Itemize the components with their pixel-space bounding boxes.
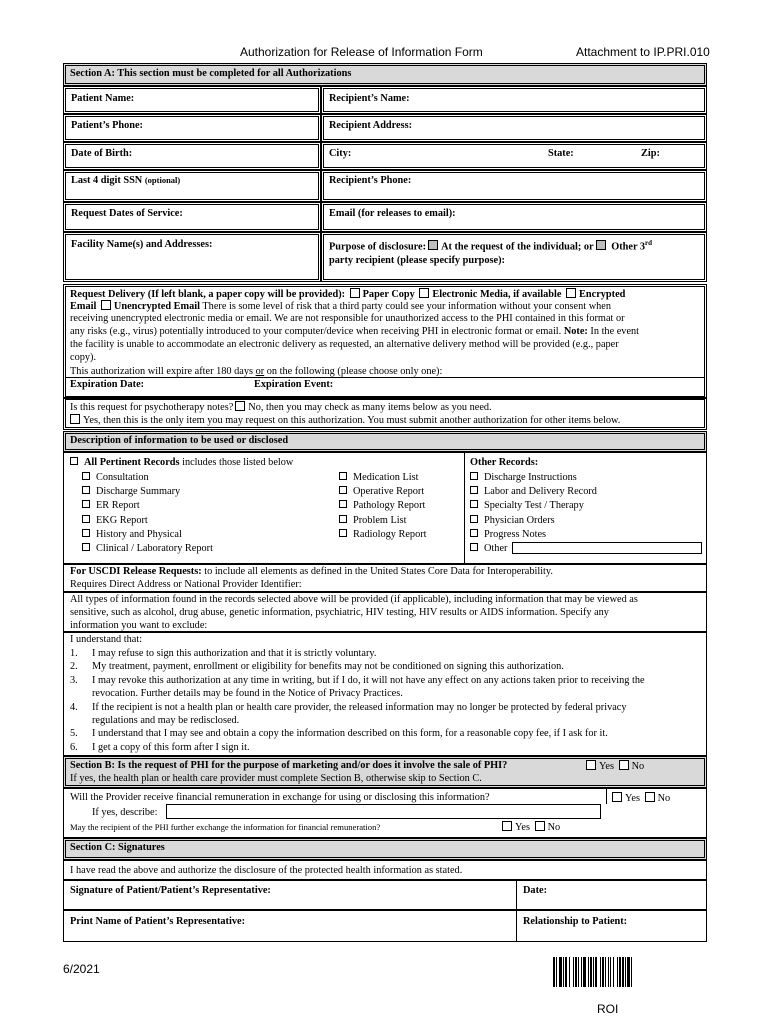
checkbox[interactable] bbox=[82, 515, 90, 523]
attachment-label: Attachment to IP.PRI.010 bbox=[576, 45, 710, 59]
expiration-date-label: Expiration Date: bbox=[70, 379, 145, 390]
state-label: State: bbox=[548, 148, 574, 159]
checkbox[interactable] bbox=[470, 500, 478, 508]
record-label: Problem List bbox=[353, 514, 407, 526]
remuneration-no-checkbox[interactable] bbox=[645, 792, 655, 802]
section-b-heading: Section B: Is the request of PHI for the purpose of marketing and/or does it involve the sale of PHI? bbox=[70, 760, 508, 771]
describe-label: If yes, describe: bbox=[92, 807, 158, 818]
remuneration-yes-no: Yes No bbox=[610, 792, 670, 804]
dates-of-service-label: Request Dates of Service: bbox=[71, 208, 183, 219]
record-label: History and Physical bbox=[96, 528, 182, 540]
checkbox[interactable] bbox=[470, 472, 478, 480]
record-item[interactable] bbox=[82, 514, 213, 528]
facility-label: Facility Name(s) and Addresses: bbox=[71, 239, 213, 250]
patient-phone-label: Patient’s Phone: bbox=[71, 120, 143, 131]
remuneration-question: Will the Provider receive financial remuneration in exchange for using or disclosing this information? bbox=[70, 792, 490, 803]
further-exchange-yes-checkbox[interactable] bbox=[502, 821, 512, 831]
electronic-media-checkbox[interactable] bbox=[419, 288, 429, 298]
unencrypted-email-checkbox[interactable] bbox=[101, 300, 111, 310]
other-record-item[interactable] bbox=[470, 485, 597, 499]
record-label: EKG Report bbox=[96, 514, 148, 526]
checkbox[interactable] bbox=[82, 486, 90, 494]
email-label: Email (for releases to email): bbox=[329, 208, 456, 219]
remuneration-yes-checkbox[interactable] bbox=[612, 792, 622, 802]
record-item[interactable] bbox=[339, 528, 427, 542]
record-item[interactable] bbox=[339, 485, 427, 499]
other-record-label: Progress Notes bbox=[484, 528, 547, 540]
understanding-heading: I understand that: bbox=[70, 634, 143, 645]
checkbox[interactable] bbox=[470, 543, 478, 551]
other-record-label: Other bbox=[484, 543, 508, 555]
purpose-line-1: Purpose of disclosure: At the request of the individual; or Other 3rd bbox=[329, 239, 653, 253]
form-code: ROI bbox=[597, 1002, 619, 1016]
checkbox[interactable] bbox=[82, 529, 90, 537]
uscdi-line-2: Requires Direct Address or National Provider Identifier: bbox=[70, 579, 302, 590]
purpose-other-checkbox[interactable] bbox=[596, 240, 606, 250]
record-item[interactable] bbox=[82, 542, 213, 556]
print-name-label: Print Name of Patient’s Representative: bbox=[70, 916, 245, 927]
delivery-line-2: Email Unencrypted Email There is some level of risk that a third party could see your information without your consent when bbox=[70, 301, 612, 312]
understanding-item: regulations and may be redisclosed. bbox=[92, 715, 240, 727]
checkbox[interactable] bbox=[339, 529, 347, 537]
records-column-1 bbox=[82, 471, 213, 556]
checkbox[interactable] bbox=[339, 472, 347, 480]
psychotherapy-line-1: Is this request for psychotherapy notes? No, then you may check as many items below as you need. bbox=[70, 402, 492, 413]
recipient-address-label: Recipient Address: bbox=[329, 120, 413, 131]
checkbox[interactable] bbox=[470, 515, 478, 523]
describe-input[interactable] bbox=[166, 804, 601, 819]
form-title: Authorization for Release of Information Form bbox=[240, 45, 483, 59]
checkbox[interactable] bbox=[82, 500, 90, 508]
other-records-heading: Other Records: bbox=[470, 457, 539, 468]
checkbox[interactable] bbox=[339, 486, 347, 494]
date-label: Date: bbox=[523, 885, 548, 896]
city-label: City: bbox=[329, 148, 352, 159]
further-exchange-question: May the recipient of the PHI further exchange the information for financial remuneration? bbox=[70, 822, 381, 832]
other-record-label: Specialty Test / Therapy bbox=[484, 500, 584, 512]
description-heading: Description of information to be used or disclosed bbox=[70, 435, 289, 446]
marketing-no-checkbox[interactable] bbox=[619, 760, 629, 770]
record-label: Discharge Summary bbox=[96, 486, 181, 498]
delivery-line-4: any risks (e.g., virus) potentially introduced to your computer/device when receiving PHI in electronic format or email. Note: In the event bbox=[70, 326, 640, 337]
other-record-item[interactable] bbox=[470, 499, 597, 513]
delivery-line-5: the facility is unable to accommodate an electronic delivery as requested, an alternative delivery method will be provided (e.g., paper bbox=[70, 339, 619, 350]
understanding-item: 5. I understand that I may see and obtain a copy the information described on this form, for a reasonable copy fee, if I ask for it. bbox=[70, 728, 608, 740]
record-item[interactable] bbox=[339, 499, 427, 513]
exclude-line-3: information you want to exclude: bbox=[70, 620, 208, 631]
record-label: Pathology Report bbox=[353, 500, 426, 512]
other-records-input[interactable] bbox=[512, 542, 702, 554]
further-exchange-no-checkbox[interactable] bbox=[535, 821, 545, 831]
record-label: Operative Report bbox=[353, 486, 425, 498]
patient-name-label: Patient Name: bbox=[71, 93, 135, 104]
delivery-line-1: Request Delivery (If left blank, a paper copy will be provided): Paper Copy Electronic Media, if available Encrypted bbox=[70, 289, 626, 300]
delivery-line-3: receiving unencrypted electronic media or email. We are not responsible for unauthorized access to the PHI contained in this format or bbox=[70, 313, 625, 324]
expiration-event-label: Expiration Event: bbox=[254, 379, 334, 390]
record-item[interactable] bbox=[82, 499, 213, 513]
record-label: Radiology Report bbox=[353, 528, 427, 540]
section-c-heading: Section C: Signatures bbox=[70, 842, 165, 853]
all-pertinent-records[interactable]: All Pertinent Records includes those listed below bbox=[70, 457, 293, 468]
record-item[interactable] bbox=[82, 485, 213, 499]
dob-label: Date of Birth: bbox=[71, 148, 133, 159]
authorization-text: I have read the above and authorize the disclosure of the protected health information as stated. bbox=[70, 865, 463, 876]
psychotherapy-no-checkbox[interactable] bbox=[235, 401, 245, 411]
barcode-image bbox=[553, 957, 681, 987]
section-b-note: If yes, the health plan or health care provider must complete Section B, otherwise skip to Section C. bbox=[70, 773, 482, 784]
records-column-2 bbox=[339, 471, 427, 542]
other-record-item[interactable] bbox=[470, 471, 597, 485]
expiration-line: This authorization will expire after 180 days or on the following (please choose only one): bbox=[70, 366, 443, 377]
ssn-label: Last 4 digit SSN (optional) bbox=[71, 175, 181, 186]
understanding-item: revocation. Further details may be found in the Notice of Privacy Practices. bbox=[92, 688, 403, 700]
psychotherapy-line-2: Yes, then this is the only item you may request on this authorization. You must submit another authorization for other items below. bbox=[70, 414, 620, 426]
other-record-label: Physician Orders bbox=[484, 514, 555, 526]
checkbox[interactable] bbox=[82, 472, 90, 480]
zip-label: Zip: bbox=[641, 148, 660, 159]
checkbox[interactable] bbox=[82, 543, 90, 551]
understanding-item: 4. If the recipient is not a health plan or health care provider, the released information may no longer be protected by federal privacy bbox=[70, 701, 627, 713]
psychotherapy-yes-checkbox[interactable] bbox=[70, 414, 80, 424]
recipient-phone-label: Recipient’s Phone: bbox=[329, 175, 412, 186]
record-label: ER Report bbox=[96, 500, 140, 512]
record-label: Medication List bbox=[353, 472, 419, 483]
record-item[interactable] bbox=[339, 471, 427, 485]
understanding-item: 1. I may refuse to sign this authorization and that it is strictly voluntary. bbox=[70, 648, 377, 659]
other-record-item[interactable] bbox=[470, 514, 597, 528]
further-exchange-yes-no: Yes No bbox=[500, 821, 560, 833]
encrypted-email-checkbox[interactable] bbox=[566, 288, 576, 298]
exclude-line-2: sensitive, such as alcohol, drug abuse, genetic information, psychiatric, HIV testing, HIV results or AIDS information. Specify any bbox=[70, 607, 609, 618]
section-a-heading: Section A: This section must be completed for all Authorizations bbox=[70, 68, 352, 79]
signature-label: Signature of Patient/Patient’s Representative: bbox=[70, 885, 271, 896]
paper-copy-checkbox[interactable] bbox=[350, 288, 360, 298]
marketing-yes-checkbox[interactable] bbox=[586, 760, 596, 770]
understanding-item: 2. My treatment, payment, enrollment or eligibility for benefits may not be conditioned on signing this authorization. bbox=[70, 661, 564, 673]
record-label: Clinical / Laboratory Report bbox=[96, 543, 213, 555]
revision-date: 6/2021 bbox=[63, 962, 100, 976]
record-item[interactable] bbox=[339, 514, 427, 528]
checkbox[interactable] bbox=[339, 500, 347, 508]
understanding-item: 6. I get a copy of this form after I sign it. bbox=[70, 741, 250, 753]
section-b-yes-no: Yes No bbox=[584, 760, 644, 772]
checkbox[interactable] bbox=[470, 486, 478, 494]
exclude-line-1: All types of information found in the records selected above will be provided (if applicable), including information that may be viewed as bbox=[70, 594, 638, 605]
record-item[interactable] bbox=[82, 528, 213, 542]
record-item[interactable] bbox=[82, 471, 213, 485]
purpose-individual-checkbox[interactable] bbox=[428, 240, 438, 250]
delivery-line-6: copy). bbox=[70, 352, 97, 363]
understanding-list bbox=[70, 647, 645, 754]
other-record-item[interactable] bbox=[470, 528, 597, 542]
uscdi-line-1: For USCDI Release Requests: to include all elements as defined in the United States Core Data for Interoperability. bbox=[70, 566, 553, 577]
recipient-name-label: Recipient’s Name: bbox=[329, 93, 410, 104]
relationship-label: Relationship to Patient: bbox=[523, 916, 628, 927]
checkbox[interactable] bbox=[470, 529, 478, 537]
understanding-item: 3. I may revoke this authorization at any time in writing, but if I do, it will not have any effect on any actions taken prior to receiving the bbox=[70, 674, 645, 686]
purpose-line-2: party recipient (please specify purpose): bbox=[329, 255, 505, 266]
record-label: Consultation bbox=[96, 472, 149, 483]
other-record-label: Labor and Delivery Record bbox=[484, 486, 597, 498]
checkbox[interactable] bbox=[339, 515, 347, 523]
other-record-label: Discharge Instructions bbox=[484, 472, 577, 483]
